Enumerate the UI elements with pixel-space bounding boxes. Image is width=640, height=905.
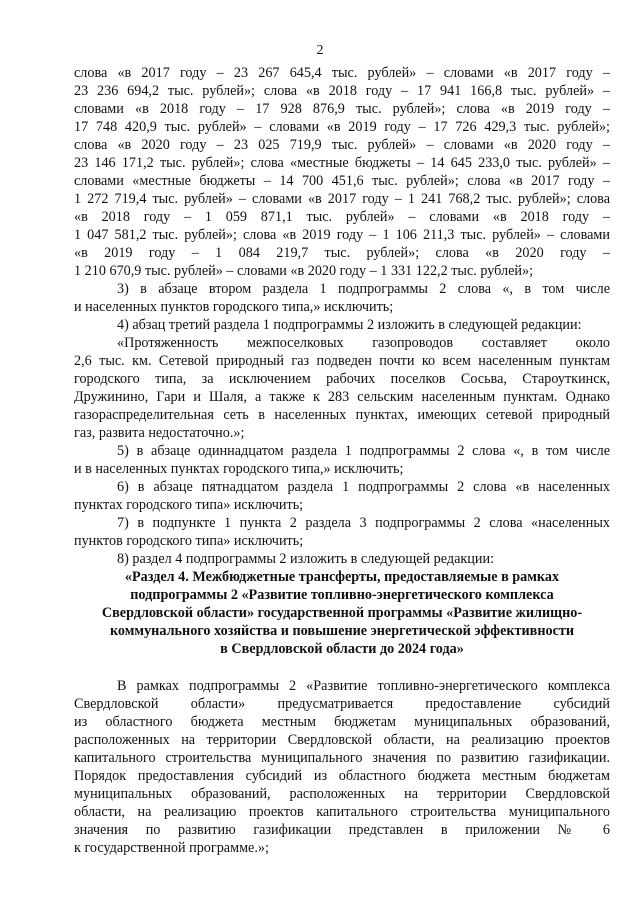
text-line: 23 146 171,2 тыс. рублей»; слова «местные бюджеты – 14 645 233,0 тыс. рублей» – [74, 155, 610, 171]
item-4-quote-line: Дружинино, Гари и Шаля, а также к 283 сельским населенным пунктам. Однако [74, 389, 610, 405]
item-4-quote-line: 2,6 тыс. км. Сетевой природный газ подведен почти ко всем населенным пунктам [74, 353, 610, 369]
paragraph-line: капитального строительства муниципального значения по развитию газификации. [74, 750, 610, 766]
paragraph-line: Порядок предоставления субсидий из областного бюджета местным бюджетам [74, 768, 610, 784]
item-8-line: 8) раздел 4 подпрограммы 2 изложить в следующей редакции: [117, 551, 495, 567]
paragraph-line: области, на реализацию проектов капитального строительства муниципального [74, 804, 610, 820]
text-line: словами «в 2018 году – 17 928 876,9 тыс. рублей»; слова «в 2019 году – [74, 101, 610, 117]
item-4-quote-line: газ, развита недостаточно.»; [74, 425, 245, 441]
item-5-line: и в населенных пунктах городского типа,» исключить; [74, 461, 404, 477]
item-4-quote-line: городского типа, за исключением рабочих поселков Сосьва, Староуткинск, [74, 371, 610, 387]
text-line: словами «местные бюджеты – 14 700 451,6 тыс. рублей»; слова «в 2017 году – [74, 173, 610, 189]
text-line: 1 210 670,9 тыс. рублей» – словами «в 2020 году – 1 331 122,2 тыс. рублей»; [74, 263, 534, 279]
paragraph-line: значения по развитию газификации представлен в приложении № 6 [74, 822, 610, 838]
text-line: «в 2018 году – 1 059 871,1 тыс. рублей» – словами «в 2018 году – [74, 209, 610, 225]
item-3-line: 3) в абзаце втором раздела 1 подпрограммы 2 слова «, в том числе [117, 281, 610, 297]
paragraph-line: В рамках подпрограммы 2 «Развитие топливно-энергетического комплекса [117, 678, 610, 694]
item-7-line: пунктов городского типа» исключить; [74, 533, 304, 549]
item-6-line: пунктах городского типа» исключить; [74, 497, 304, 513]
paragraph-line: к государственной программе.»; [74, 840, 269, 856]
text-line: слова «в 2020 году – 23 025 719,9 тыс. рублей» – словами «в 2020 году – [74, 137, 610, 153]
item-5-line: 5) в абзаце одиннадцатом раздела 1 подпрограммы 2 слова «, в том числе [117, 443, 610, 459]
item-6-line: 6) в абзаце пятнадцатом раздела 1 подпрограммы 2 слова «в населенных [117, 479, 610, 495]
text-line: 17 748 420,9 тыс. рублей» – словами «в 2019 году – 17 726 429,3 тыс. рублей»; [74, 119, 610, 135]
paragraph-line: расположенных на территории Свердловской области, на реализацию проектов [74, 732, 610, 748]
item-4-quote-line: «Протяженность межпоселковых газопроводов составляет около [117, 335, 610, 351]
section-heading-line: в Свердловской области до 2024 года» [220, 641, 464, 657]
paragraph-line: муниципальных образований, расположенных на территории Свердловской [74, 786, 610, 802]
section-heading-line: «Раздел 4. Межбюджетные трансферты, предоставляемые в рамках [124, 569, 560, 585]
text-line: «в 2019 году – 1 084 219,7 тыс. рублей»; слова «в 2020 году – [74, 245, 610, 261]
paragraph-line: Свердловской области» предусматривается предоставление субсидий [74, 696, 610, 712]
text-line: 1 272 719,4 тыс. рублей» – словами «в 2017 году – 1 241 768,2 тыс. рублей»; слова [74, 191, 610, 207]
text-line: 23 236 694,2 тыс. рублей»; слова «в 2018 году – 17 941 166,8 тыс. рублей» – [74, 83, 610, 99]
item-7-line: 7) в подпункте 1 пункта 2 раздела 3 подпрограммы 2 слова «населенных [117, 515, 610, 531]
text-line: 1 047 581,2 тыс. рублей»; слова «в 2019 году – 1 106 211,3 тыс. рублей» – словами [74, 227, 610, 243]
item-4-line: 4) абзац третий раздела 1 подпрограммы 2 изложить в следующей редакции: [117, 317, 582, 333]
section-heading-line: подпрограммы 2 «Развитие топливно-энергетического комплекса [130, 587, 554, 603]
item-3-line: и населенных пунктов городского типа,» исключить; [74, 299, 394, 315]
section-heading-line: Свердловской области» государственной программы «Развитие жилищно- [101, 605, 583, 621]
text-line: слова «в 2017 году – 23 267 645,4 тыс. рублей» – словами «в 2017 году – [74, 65, 610, 81]
paragraph-line: из областного бюджета местным бюджетам муниципальных образований, [74, 714, 610, 730]
page-number: 2 [316, 43, 324, 58]
section-heading-line: коммунального хозяйства и повышение энергетической эффективности [109, 623, 575, 639]
item-4-quote-line: газораспределительная сеть в населенных пунктах, имеющих сетевой природный [74, 407, 610, 423]
